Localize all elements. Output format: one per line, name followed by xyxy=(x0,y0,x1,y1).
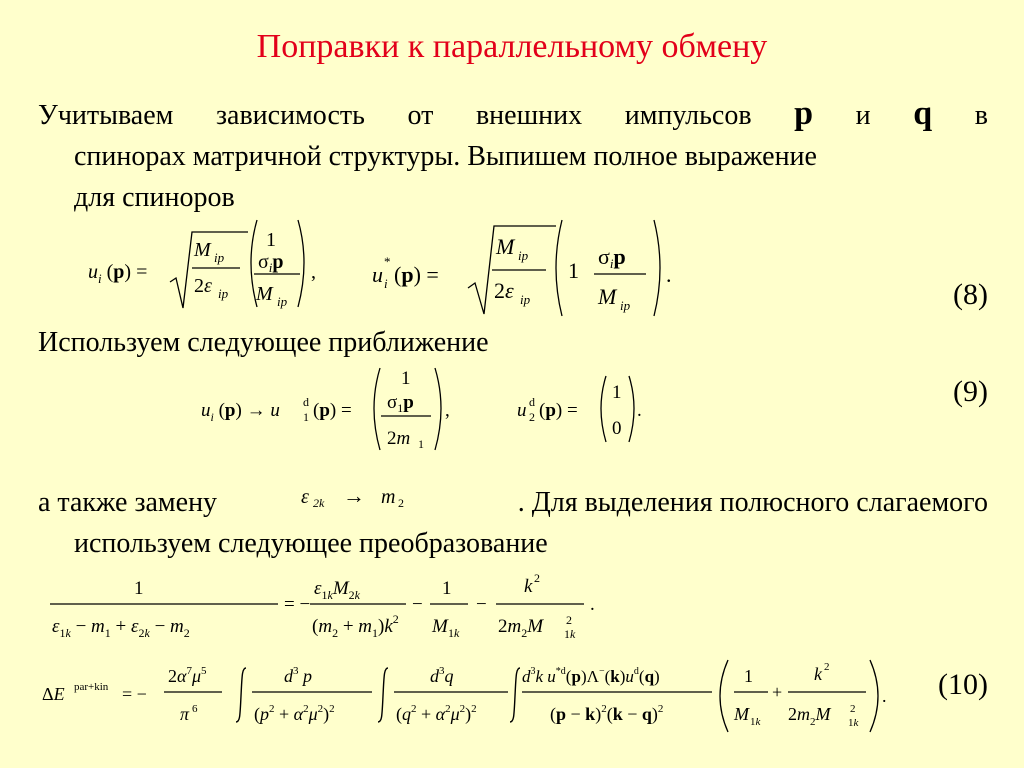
formula-pole-decomposition xyxy=(44,568,624,648)
slide-title: Поправки к параллельному обмену xyxy=(256,28,768,65)
paragraph-spinor-dependence xyxy=(38,93,988,218)
svg-text:ui (p) → u: $u_i$ (p) → u xyxy=(201,400,280,424)
svg-text:2m2M: $2m_2M$ xyxy=(788,704,831,728)
line-text: . Для выделения полюсного слагаемого xyxy=(517,487,988,518)
word: в xyxy=(974,100,988,131)
paragraph-line xyxy=(38,523,988,564)
svg-text:2m: 2m xyxy=(387,428,411,449)
line-text: используем следующее преобразование xyxy=(74,528,548,559)
svg-text:1k: 1k xyxy=(750,716,761,728)
equation-number-8: (8) xyxy=(953,278,988,311)
svg-text:ip: ip xyxy=(218,286,229,301)
svg-text:i: i xyxy=(384,276,388,291)
paragraph-substitution xyxy=(38,481,988,564)
paragraph-approximation: Используем следующее приближение xyxy=(38,327,489,358)
svg-text:2k: 2k xyxy=(313,496,325,510)
svg-text:1: 1 xyxy=(303,410,309,424)
svg-text:M: M xyxy=(432,616,448,637)
svg-text:(p2 + α2μ2)2: $(p^2 + \alpha^2\mu^2)^2$ xyxy=(254,703,335,724)
svg-text:ip: ip xyxy=(518,248,529,263)
svg-text:1: 1 xyxy=(401,368,411,389)
svg-text:ip: ip xyxy=(277,294,288,309)
svg-text:1k: 1k xyxy=(564,627,576,641)
svg-text:→: → xyxy=(343,483,366,508)
formula-9 xyxy=(195,362,665,456)
svg-text:= −: = − xyxy=(284,594,311,615)
svg-text:M: M xyxy=(734,704,749,724)
svg-text:σip: σip xyxy=(598,244,626,271)
svg-text:2: 2 xyxy=(529,410,535,424)
svg-text:m: m xyxy=(381,486,396,508)
substitution-formula xyxy=(297,481,437,511)
svg-text:ΔE: ΔE xyxy=(42,684,65,704)
svg-text:2: 2 xyxy=(398,496,405,510)
paragraph-line xyxy=(38,481,988,523)
equation-number-10: (10) xyxy=(938,668,988,701)
svg-text:ε: ε xyxy=(301,486,310,508)
line-text: для спиноров xyxy=(74,182,235,213)
svg-text:2ε: 2ε xyxy=(494,278,514,303)
svg-text:1: 1 xyxy=(134,578,144,599)
svg-text:,: , xyxy=(311,261,316,283)
svg-text:M: M xyxy=(194,239,211,261)
formula-10 xyxy=(40,656,900,736)
svg-text:.: . xyxy=(590,594,595,615)
svg-text:ip: ip xyxy=(620,298,631,313)
svg-text:0: 0 xyxy=(612,418,622,439)
svg-text:ε1k − m1 + ε2k − m2: $\varepsilon_{1k} - m_1 + \varepsilon_{2k} - m_2$ xyxy=(52,616,190,640)
svg-text:1: 1 xyxy=(744,666,753,686)
svg-text:u: u xyxy=(372,262,383,287)
svg-text:(p) =: (p) = xyxy=(394,262,439,287)
svg-text:d: d xyxy=(303,395,309,409)
svg-text:M: M xyxy=(496,234,515,259)
svg-text:1: 1 xyxy=(418,437,424,451)
svg-text:(q2 + α2μ2)2: $(q^2 + \alpha^2\mu^2)^2$ xyxy=(396,703,477,724)
svg-text:1: 1 xyxy=(266,229,276,251)
svg-text:−: − xyxy=(412,594,423,615)
word: импульсов xyxy=(624,100,752,131)
svg-text:1: 1 xyxy=(442,578,452,599)
svg-text:σ1p: $\sigma_1p$ xyxy=(387,392,414,415)
svg-text:d3k u*d(p)Λ−(k)ud(q): $d^3k$ $u^{*d}(p)\Lambda^-(k)u^d(q)$ xyxy=(522,666,660,686)
svg-text:ε1kM2k: $\varepsilon_{1k}M_{2k}$ xyxy=(314,578,360,602)
svg-text:.: . xyxy=(666,262,672,287)
svg-text:M: M xyxy=(256,283,273,305)
word: от xyxy=(407,100,434,131)
svg-text:1k: 1k xyxy=(848,717,859,729)
svg-text:k: k xyxy=(814,664,822,684)
svg-text:2: 2 xyxy=(534,571,540,585)
svg-text:d3q: $d^3q$ xyxy=(430,665,454,686)
svg-text:−: − xyxy=(476,594,487,615)
svg-text:(p) =: (p) = xyxy=(313,400,352,421)
line-text: спинорах матричной структуры. Выпишем полное выражение xyxy=(74,141,817,172)
paragraph-line xyxy=(38,93,988,136)
svg-text:2: 2 xyxy=(566,613,572,627)
momentum-q: q xyxy=(913,95,933,132)
word: Учитываем xyxy=(38,100,174,131)
svg-text:π: π xyxy=(180,704,190,724)
word: внешних xyxy=(475,100,583,131)
svg-text:2α7μ5: $2\alpha^7\mu^5$ xyxy=(168,665,207,686)
momentum-p: p xyxy=(794,95,814,132)
svg-text:σip: $\sigma_ip$ xyxy=(258,251,284,275)
svg-text:.: . xyxy=(882,686,887,706)
svg-text:+: + xyxy=(772,682,783,702)
svg-text:2m2M: $2m_2M$ xyxy=(498,616,544,640)
svg-text:.: . xyxy=(637,400,642,421)
svg-text:(p) =: (p) = xyxy=(539,400,578,421)
svg-text:2: 2 xyxy=(850,703,856,715)
paragraph-line xyxy=(38,136,988,177)
svg-text:2: 2 xyxy=(824,661,830,673)
svg-text:ip: ip xyxy=(214,250,225,265)
formula-8 xyxy=(80,212,700,322)
svg-text:*: * xyxy=(384,254,391,269)
svg-text:6: 6 xyxy=(192,703,198,715)
equation-number-9: (9) xyxy=(953,375,988,408)
svg-text:d: d xyxy=(529,395,535,409)
svg-text:1: 1 xyxy=(568,258,579,283)
svg-text:(p − k)2(k − q)2: $(p - k)^2(k - q)^2$ xyxy=(550,703,664,724)
svg-text:M: M xyxy=(598,284,617,309)
svg-text:1k: 1k xyxy=(448,626,460,640)
svg-text:d3 p: $d^3$ p xyxy=(284,665,312,686)
word: зависимость xyxy=(215,100,365,131)
svg-text:ui (p) =: $u_i$ (p) = xyxy=(88,261,148,286)
svg-text:= −: = − xyxy=(122,684,147,704)
svg-text:(m2 + m1)k2: $(m_2 + m_1)k^2$ xyxy=(312,612,399,640)
svg-text:par+kin: par+kin xyxy=(74,681,109,693)
svg-text:1: 1 xyxy=(612,382,622,403)
line-text: а также замену xyxy=(38,487,218,518)
svg-text:2ε: 2ε xyxy=(194,275,212,297)
svg-text:,: , xyxy=(445,400,450,421)
svg-text:k: k xyxy=(524,576,533,597)
word: и xyxy=(855,100,871,131)
svg-text:u: u xyxy=(517,400,527,421)
svg-text:ip: ip xyxy=(520,292,531,307)
